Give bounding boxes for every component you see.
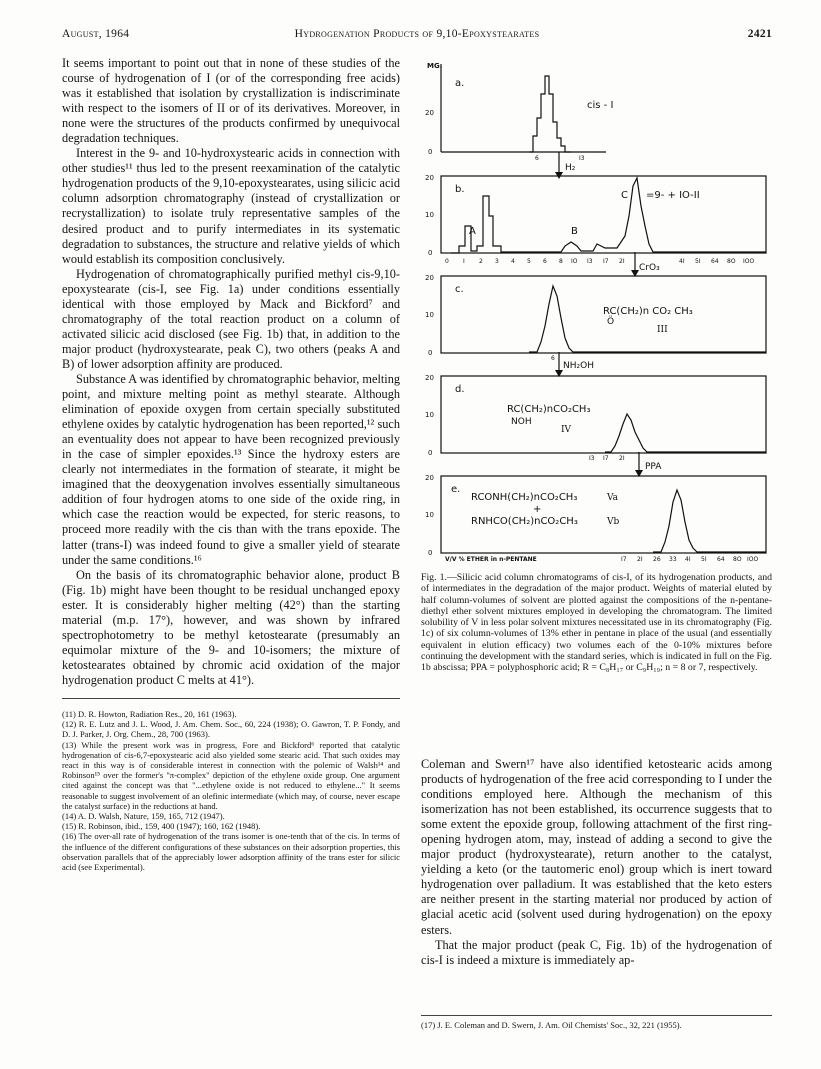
panel-d xyxy=(425,374,766,462)
x-axis-b xyxy=(445,258,754,265)
x-tick-label: 3 xyxy=(495,258,499,265)
y-tick-label: 10 xyxy=(425,511,434,519)
arrow-ppa xyxy=(635,452,662,477)
fraction-mark: 2I xyxy=(619,455,625,462)
footnote: (16) The over-all rate of hydrogenation of the trans isomer is one-tenth that of the cis. In terms of the influence of the different configurations of these substances on their adsorption properties, this observation parallels that of the appreciably lower adsorption affinity of the trans ester for silicic acid (see Experimental). xyxy=(62,831,400,873)
chromatogram-trace-d xyxy=(605,414,766,452)
y-tick-label: 20 xyxy=(425,174,434,182)
x-tick-label: I7 xyxy=(621,556,627,563)
footnotes xyxy=(62,709,400,872)
paragraph: It seems important to point out that in none of these studies of the course of hydrogenation of I (or of the corresponding free acids) was it established that isolation by crystallization is indiscriminate with respect to the isomers of II or of its derivatives. Moreover, in none were the structures of the products confirmed by unequivocal degradation techniques. xyxy=(62,56,400,146)
arrow-label: H₂ xyxy=(565,163,576,173)
fraction-mark: I3 xyxy=(579,155,585,162)
footnote: (17) J. E. Coleman and D. Swern, J. Am. Oil Chemists' Soc., 32, 221 (1955). xyxy=(421,1020,682,1030)
paragraph: That the major product (peak C, Fig. 1b) of the hydrogenation of cis-I is indeed a mixture is immediately ap- xyxy=(421,937,772,967)
right-footnote xyxy=(421,1015,772,1030)
chromatogram-trace-c xyxy=(529,286,766,352)
y-tick-label: 10 xyxy=(425,211,434,219)
left-column xyxy=(62,56,400,872)
fraction-mark: 6 xyxy=(551,355,555,362)
peak-label: A xyxy=(469,226,476,237)
x-tick-label: I3 xyxy=(587,258,593,265)
compound-number: III xyxy=(657,325,668,335)
formula: RC(CH₂)n CO₂ CH₃ xyxy=(603,306,693,317)
figure-1-chromatograms xyxy=(421,56,772,564)
y-tick-label: 10 xyxy=(425,311,434,319)
y-tick-label: 10 xyxy=(425,411,434,419)
y-tick-label: 0 xyxy=(428,549,433,557)
footnote: (11) D. R. Howton, Radiation Res., 20, 161 (1963). xyxy=(62,708,237,719)
y-tick-label: 0 xyxy=(428,148,433,156)
peak-label: =9- + IO-II xyxy=(646,190,700,201)
x-tick-label: 5I xyxy=(695,258,701,265)
compound-number: Vb xyxy=(607,517,620,527)
arrow-label: NH₂OH xyxy=(563,361,594,371)
panel-letter: e. xyxy=(451,484,461,495)
x-tick-label: 8 xyxy=(559,258,563,265)
formula: RCONH(CH₂)nCO₂CH₃ xyxy=(471,492,578,503)
x-tick-label: I xyxy=(463,258,465,265)
x-tick-label: IO xyxy=(571,258,578,265)
panel-e xyxy=(425,474,766,557)
formula: RC(CH₂)nCO₂CH₃ xyxy=(507,404,591,415)
formula: Ö xyxy=(607,317,615,327)
y-tick-label: 20 xyxy=(425,474,434,482)
x-tick-label: 33 xyxy=(669,556,677,563)
header-title: Hydrogenation Products of 9,10-Epoxystearates xyxy=(294,28,540,40)
paragraph: Hydrogenation of chromatographically purified methyl cis-9,10-epoxystearate (cis-I, see Fig. 1a) under conditions essentially identical with those employed by Mack and Bickford⁷ and chromatography of the total reaction product on a column of activated silicic acid disclosed (see Fig. 1b) that, in addition to the major product (hydroxystearate, peak C), two others (peaks A and B) of lower adsorption affinity are produced. xyxy=(62,266,400,371)
x-tick-label: 5I xyxy=(701,556,707,563)
peak-label: B xyxy=(571,226,578,237)
y-tick-label: 0 xyxy=(428,249,433,257)
y-tick-label: 0 xyxy=(428,449,433,457)
x-tick-label: IOO xyxy=(743,258,755,265)
paragraph: Coleman and Swern¹⁷ have also identified ketostearic acids among products of hydrogenation of the free acid corresponding to I under the conditions employed here. Although the mechanism of this isomerization has not been established, its occurrence suggests that to some extent the epoxide group, following attachment of the first ring-opening hydrogen atom, may, instead of adding a second to give the major product (hydroxystearate), return another to the catalyst, yielding a keto (or the tautomeric enol) group which is inert toward hydrogenation over palladium. It was established that the keto esters are neither present in the starting material nor produced by action of glacial acetic acid (solvent used during hydrogenation) on the epoxy esters. xyxy=(421,757,772,937)
arrow-h2 xyxy=(555,152,576,179)
arrow-cro3 xyxy=(631,252,660,277)
arrow-label: PPA xyxy=(645,462,662,472)
fraction-mark: I7 xyxy=(603,455,609,462)
fraction-mark: 6 xyxy=(535,155,539,162)
paragraph: On the basis of its chromatographic behavior alone, product B (Fig. 1b) might have been thought to be residual unchanged epoxy ester. It is considerably higher melting (42°) than the starting material (m.p. 17°), however, and was shown by infrared spectrophotometry to be methyl ketostearate (presumably an equimolar mixture of the 9- and 10-isomers; the mixture of ketostearates obtained by chromic acid oxidation of the major hydrogenation product C melts at 41°). xyxy=(62,567,400,687)
x-tick-label: 4I xyxy=(685,556,691,563)
panel-letter: d. xyxy=(455,384,465,395)
formula: NOH xyxy=(511,417,532,427)
x-tick-label: 64 xyxy=(717,556,725,563)
chromatogram-trace-b xyxy=(451,178,766,253)
right-column-text xyxy=(421,757,772,968)
chromatogram-trace-e xyxy=(653,490,766,552)
x-tick-label: 2I xyxy=(637,556,643,563)
footnote: (13) While the present work was in progress, Fore and Bickford⁶ reported that catalytic hydrogenation of cis-6,7-epoxystearic acid also yielded some stearic acid. That such oxides may react in this way is of considerable interest in connection with the polemic of Walsh¹⁴ and Robinson¹⁵ over the former's "π-complex" depiction of the ethylene oxide group. One argument cited against the concept was that "...ethylene oxide is not reduced to ethylene..." It seems reasonable to suggest involvement of an olefinic intermediate (which may, of course, never escape the catalyst surface) in the reductions at hand. xyxy=(62,739,400,811)
compound-number: IV xyxy=(561,425,572,435)
x-tick-label: I7 xyxy=(603,258,609,265)
peak-label: cis - I xyxy=(587,100,614,111)
fraction-mark: I3 xyxy=(589,455,595,462)
x-tick-label: 4 xyxy=(511,258,515,265)
x-tick-label: 8O xyxy=(727,258,736,265)
panel-c xyxy=(425,274,766,362)
formula: RNHCO(CH₂)nCO₂CH₃ xyxy=(471,516,578,527)
header-date: August, 1964 xyxy=(62,28,130,40)
x-tick-label: IOO xyxy=(747,556,759,563)
chromatogram-figure xyxy=(421,56,772,564)
footnote: (12) R. E. Lutz and J. L. Wood, J. Am. Chem. Soc., 60, 224 (1938); O. Gawron, T. P. Fondy, and D. J. Parker, J. Org. Chem., 28, 700 (1963). xyxy=(62,719,400,740)
x-tick-label: 0 xyxy=(445,258,449,265)
x-tick-label: 64 xyxy=(711,258,719,265)
x-tick-label: 4I xyxy=(679,258,685,265)
y-tick-label: 20 xyxy=(425,109,434,117)
peak-label: C xyxy=(621,190,628,201)
panel-letter: c. xyxy=(455,284,464,295)
y-unit-label: MG. xyxy=(427,62,443,70)
x-tick-label: 2 xyxy=(479,258,483,265)
paragraph: Interest in the 9- and 10-hydroxystearic acids in connection with other studies¹¹ thus led to the present reexamination of the catalytic hydrogenation products of the 9,10-epoxystearates, using silicic acid column adsorption chromatography (instead of crystallization or recrystallization) to isolate truly representative samples of the desired product and to purify intermediates in its systematic degradation to substances, the structure and relative yields of which would establish its composition conclusively. xyxy=(62,146,400,266)
y-tick-label: 20 xyxy=(425,274,434,282)
x-tick-label: 6 xyxy=(543,258,547,265)
footnote: (15) R. Robinson, ibid., 159, 400 (1947); 160, 162 (1948). xyxy=(62,821,261,832)
footnote-divider xyxy=(421,1015,772,1016)
compound-number: Va xyxy=(607,493,619,503)
x-tick-label: 26 xyxy=(653,556,661,563)
x-tick-label: 2I xyxy=(619,258,625,265)
paragraph: Substance A was identified by chromatographic behavior, melting point, and mixture melting point as methyl stearate. Although elimination of epoxide oxygen from certain specially substituted ethylene oxides by catalytic hydrogenation has been reported,¹² such an eventuality does not appear to have been recognized previously in the case of simpler epoxides.¹³ Since the hydroxy esters are clearly not intermediates in the formation of stearate, it might be imagined that the deoxygenation involves essentially simultaneous addition of four hydrogen atoms to one side of the oxide ring, in which case the reaction would be expected, for steric reasons, to proceed more readily with the cis than with the trans epoxide. The latter (trans-I) was indeed found to give a smaller yield of stearate under the same conditions.¹⁶ xyxy=(62,371,400,567)
header-page-number: 2421 xyxy=(747,28,772,40)
y-tick-label: 0 xyxy=(428,349,433,357)
x-tick-label: 5 xyxy=(527,258,531,265)
panel-letter: b. xyxy=(455,184,465,195)
panel-a xyxy=(425,64,613,162)
x-axis-e xyxy=(445,556,758,563)
footnote: (14) A. D. Walsh, Nature, 159, 165, 712 (1947). xyxy=(62,811,225,821)
y-tick-label: 20 xyxy=(425,374,434,382)
panel-b xyxy=(425,174,766,257)
arrow-nh2oh xyxy=(555,352,594,377)
figure-caption: Fig. 1.—Silicic acid column chromatograms of cis-I, of its hydrogenation products, and of intermediates in the degradation of the major product. Weights of material eluted by half column-volumes of solvent are plotted against the compositions of the n-pentane-diethyl ether solvent mixtures employed in developing the chromatogram. The limited solubility of V in less polar solvent mixtures necessitated use in its chromatography (Fig. 1c) of six column-volumes of 13% ether in pentane in place of the usual (and essentially equivalent in elution efficacy) two volumes each of the 0-10% mixtures before continuing the development with the standard series, which is indicated in full on the Fig. 1b abscissa; PPA = polyphosphoric acid; R = C₈H₁₇ or C₉H₁₉; n = 8 or 7, respectively. xyxy=(421,572,772,674)
x-axis-label: V/V % ETHER in n-PENTANE xyxy=(445,556,537,563)
peak-cis-i xyxy=(529,76,571,152)
x-tick-label: 8O xyxy=(733,556,742,563)
arrow-label: CrO₃ xyxy=(639,263,660,273)
footnote-divider xyxy=(62,698,400,699)
formula-plus: + xyxy=(533,504,542,515)
panel-letter: a. xyxy=(455,78,465,89)
running-header xyxy=(62,28,772,44)
